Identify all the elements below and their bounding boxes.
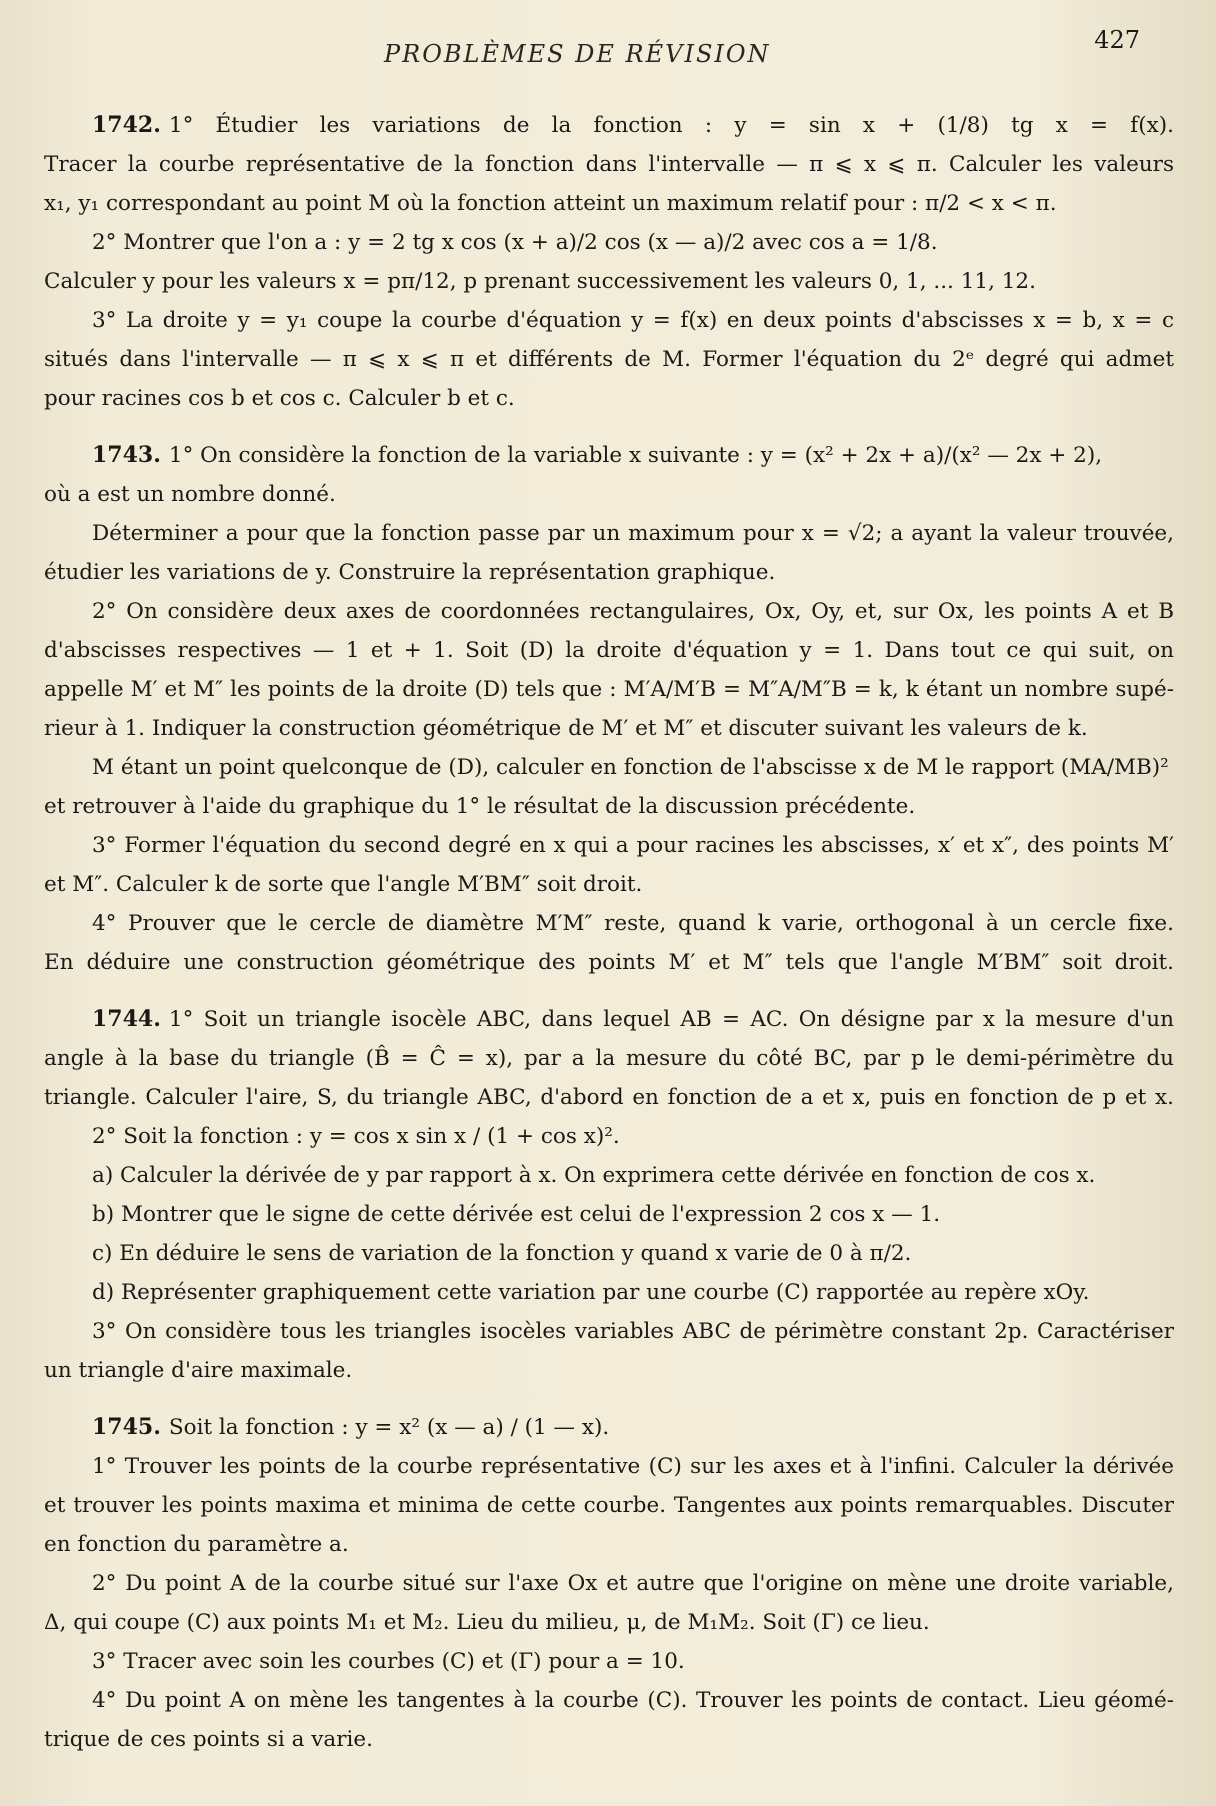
line-text: 3° On considère tous les triangles isocèles variables ABC de périmètre constant 2p. Caractériser: [92, 1319, 1174, 1344]
text-line: [44, 340, 1174, 379]
line-text: d) Représenter graphiquement cette variation par une courbe (C) rapportée au repère xOy.: [92, 1280, 1090, 1305]
line-text: étudier les variations de y. Construire la représentation graphique.: [44, 560, 776, 585]
text-line: [44, 145, 1174, 184]
text-line: [44, 1642, 1174, 1681]
line-text: et M″. Calculer k de sorte que l'angle M′BM″ soit droit.: [44, 872, 643, 897]
text-line: [44, 1195, 1174, 1234]
line-text: et retrouver à l'aide du graphique du 1° le résultat de la discussion précédente.: [44, 794, 916, 819]
problem-number: 1745.: [92, 1414, 161, 1440]
line-text: 4° Du point A on mène les tangentes à la courbe (C). Trouver les points de contact. Lieu géomé-: [92, 1688, 1174, 1713]
line-text: Tracer la courbe représentative de la fonction dans l'intervalle — π ⩽ x ⩽ π. Calculer les valeurs: [44, 152, 1174, 177]
text-line: [44, 379, 1174, 418]
text-line: [44, 223, 1174, 262]
text-line: [44, 826, 1174, 865]
line-text: rieur à 1. Indiquer la construction géométrique de M′ et M″ et discuter suivant les valeurs de k.: [44, 716, 1088, 741]
text-line: [44, 904, 1174, 943]
text-line: [44, 475, 1174, 514]
text-line: [44, 301, 1174, 340]
text-line: [44, 865, 1174, 904]
text-line: [44, 943, 1174, 982]
text-line: [44, 514, 1174, 553]
running-title: PROBLÈMES DE RÉVISION: [384, 40, 771, 68]
line-text: 2° Montrer que l'on a : y = 2 tg x cos (x + a)/2 cos (x — a)/2 avec cos a = 1/8.: [92, 230, 938, 255]
text-line: [44, 1000, 1174, 1039]
line-text: d'abscisses respectives — 1 et + 1. Soit (D) la droite d'équation y = 1. Dans tout ce qui suit, on: [44, 638, 1174, 663]
line-text: En déduire une construction géométrique des points M′ et M″ tels que l'angle M′BM″ soit droit.: [44, 950, 1174, 975]
text-line: [44, 262, 1174, 301]
problem-number: 1742.: [92, 112, 161, 138]
text-line: [44, 184, 1174, 223]
line-text: 1° Étudier les variations de la fonction : y = sin x + (1/8) tg x = f(x).: [168, 113, 1174, 138]
line-text: angle à la base du triangle (B̂ = Ĉ = x), par a la mesure du côté BC, par p le demi-périmètre du: [44, 1046, 1174, 1071]
text-line: [44, 1351, 1174, 1390]
text-line: [44, 1603, 1174, 1642]
text-line: [44, 1078, 1174, 1117]
text-line: [44, 1564, 1174, 1603]
line-text: en fonction du paramètre a.: [44, 1532, 349, 1557]
line-text: 3° Tracer avec soin les courbes (C) et (Γ) pour a = 10.: [92, 1649, 685, 1674]
line-text: triangle. Calculer l'aire, S, du triangle ABC, d'abord en fonction de a et x, puis en fonction de p et x.: [44, 1085, 1174, 1110]
line-text: appelle M′ et M″ les points de la droite (D) tels que : M′A/M′B = M″A/M″B = k, k étant un nombre supé-: [44, 677, 1174, 702]
line-text: c) En déduire le sens de variation de la fonction y quand x varie de 0 à π/2.: [92, 1241, 912, 1266]
text-line: [44, 553, 1174, 592]
text-line: [44, 1486, 1174, 1525]
line-text: x₁, y₁ correspondant au point M où la fonction atteint un maximum relatif pour : π/2 < x < π.: [44, 191, 1057, 216]
text-line: [44, 436, 1174, 475]
text-line: [44, 106, 1174, 145]
problem-block: [44, 106, 1174, 418]
line-text: Calculer y pour les valeurs x = pπ/12, p prenant successivement les valeurs 0, 1, ... 11, 12.: [44, 269, 1036, 294]
problem-block: [44, 436, 1174, 982]
problem-number: 1743.: [92, 442, 161, 468]
page-header: [44, 26, 1174, 80]
text-line: [44, 1156, 1174, 1195]
line-text: 2° Du point A de la courbe situé sur l'axe Ox et autre que l'origine on mène une droite variable,: [92, 1571, 1174, 1596]
line-text: a) Calculer la dérivée de y par rapport à x. On exprimera cette dérivée en fonction de cos x.: [92, 1163, 1096, 1188]
problem-block: [44, 1000, 1174, 1390]
line-text: et trouver les points maxima et minima de cette courbe. Tangentes aux points remarquables. Discuter: [44, 1493, 1174, 1518]
text-line: [44, 1681, 1174, 1720]
line-text: où a est un nombre donné.: [44, 482, 336, 507]
text-line: [44, 670, 1174, 709]
line-text: 2° On considère deux axes de coordonnées rectangulaires, Ox, Oy, et, sur Ox, les points A et B: [92, 599, 1174, 624]
text-line: [44, 787, 1174, 826]
line-text: 1° Soit un triangle isocèle ABC, dans lequel AB = AC. On désigne par x la mesure d'un: [168, 1007, 1174, 1032]
problem-list: [44, 106, 1174, 1759]
text-line: [44, 592, 1174, 631]
line-text: 4° Prouver que le cercle de diamètre M′M″ reste, quand k varie, orthogonal à un cercle fixe.: [92, 911, 1174, 936]
line-text: Δ, qui coupe (C) aux points M₁ et M₂. Lieu du milieu, μ, de M₁M₂. Soit (Γ) ce lieu.: [44, 1610, 930, 1635]
line-text: M étant un point quelconque de (D), calculer en fonction de l'abscisse x de M le rapport (MA/MB)²: [92, 755, 1169, 780]
problem-block: [44, 1408, 1174, 1759]
text-line: [44, 1039, 1174, 1078]
text-line: [44, 1525, 1174, 1564]
line-text: situés dans l'intervalle — π ⩽ x ⩽ π et différents de M. Former l'équation du 2ᵉ degré qui admet: [44, 347, 1174, 372]
line-text: 2° Soit la fonction : y = cos x sin x / (1 + cos x)².: [92, 1124, 620, 1149]
problem-number: 1744.: [92, 1006, 161, 1032]
text-line: [44, 1273, 1174, 1312]
line-text: 1° Trouver les points de la courbe représentative (C) sur les axes et à l'infini. Calculer la dérivée: [92, 1454, 1174, 1479]
line-text: b) Montrer que le signe de cette dérivée est celui de l'expression 2 cos x — 1.: [92, 1202, 941, 1227]
text-line: [44, 631, 1174, 670]
text-line: [44, 1117, 1174, 1156]
page-number: 427: [1094, 26, 1140, 54]
text-line: [44, 1312, 1174, 1351]
line-text: Soit la fonction : y = x² (x — a) / (1 — x).: [168, 1415, 610, 1440]
text-line: [44, 1447, 1174, 1486]
line-text: pour racines cos b et cos c. Calculer b et c.: [44, 386, 515, 411]
line-text: Déterminer a pour que la fonction passe par un maximum pour x = √2; a ayant la valeur trouvée,: [92, 521, 1174, 546]
line-text: trique de ces points si a varie.: [44, 1727, 373, 1752]
text-line: [44, 1720, 1174, 1759]
line-text: un triangle d'aire maximale.: [44, 1358, 353, 1383]
line-text: 3° Former l'équation du second degré en x qui a pour racines les abscisses, x′ et x″, des points M′: [92, 833, 1174, 858]
line-text: 3° La droite y = y₁ coupe la courbe d'équation y = f(x) en deux points d'abscisses x = b, x = c: [92, 308, 1174, 333]
text-line: [44, 1234, 1174, 1273]
text-line: [44, 748, 1174, 787]
text-line: [44, 709, 1174, 748]
line-text: 1° On considère la fonction de la variable x suivante : y = (x² + 2x + a)/(x² — 2x + 2),: [168, 443, 1103, 468]
text-line: [44, 1408, 1174, 1447]
